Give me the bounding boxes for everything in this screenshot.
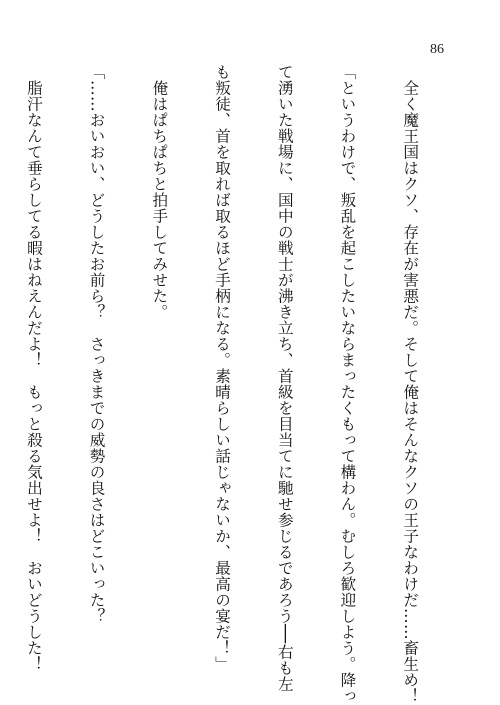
text-line: 「……おいおい、どうしたお前ら？ さっきまでの威勢の良さはどこいった？: [87, 64, 106, 624]
text-line: 俺はぱちぱちと拍手してみせた。: [150, 64, 169, 320]
text-line: 脂汗なんて垂らしてる暇はねえんだよ！ もっと殺る気出せよ！ おいどうした！: [24, 64, 43, 672]
text-line: 「というわけで、叛乱を起こしたいならまったくもって構わん。むしろ歓迎しよう。降っ: [338, 64, 357, 704]
text-line: 全く魔王国はクソ、存在が害悪だ。そして俺はそんなクソの王子なわけだ……畜生め！: [401, 64, 420, 704]
novel-text-body: [24, 64, 462, 704]
page-number: 86: [430, 42, 444, 57]
text-line: も叛徒、首を取れば取るほど手柄になる。素晴らしい話じゃないか、最高の宴だ！」: [213, 64, 232, 672]
text-line: て湧いた戦場に、国中の戦士が沸き立ち、首級を目当てに馳せ参じるであろう──右も左: [275, 64, 294, 692]
